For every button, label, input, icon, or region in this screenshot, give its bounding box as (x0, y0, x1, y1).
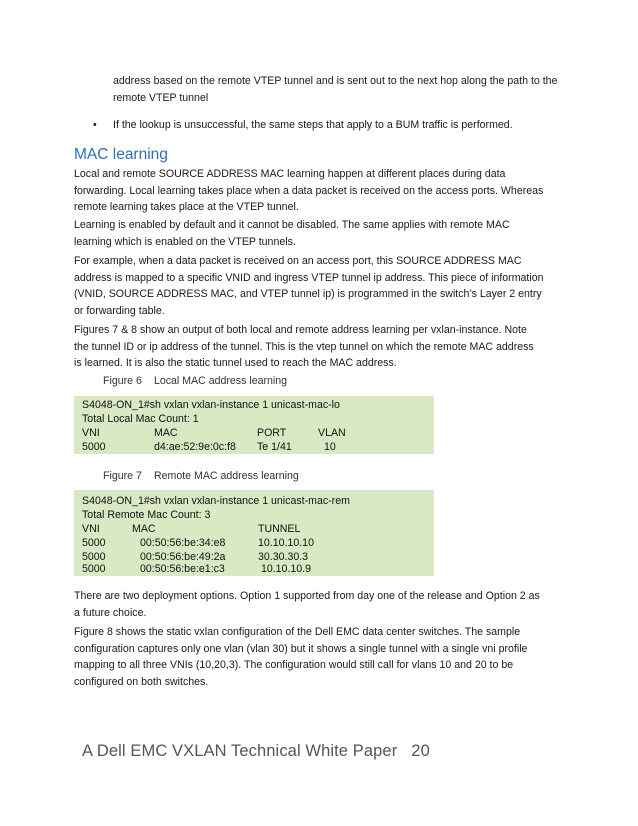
tunnel-cell: 10.10.10.9 (258, 563, 312, 575)
figure6-caption-text: Local MAC address learning (153, 375, 288, 387)
paragraph-figure8: Figure 8 shows the static vxlan configuration of the Dell EMC data center switches. The sample configuration captures only one vlan (vlan 30) but it shows a single tunnel with a single vni profile mapping to all three VNIs (10,20,3). The configuration would still call for vlans 10 and 20 to be configured on both switches. (74, 626, 528, 688)
figure7-col-tunnel: TUNNEL (258, 523, 301, 535)
vni-cell: 5000 (82, 563, 106, 575)
figure6-col-vlan: VLAN (318, 427, 346, 439)
bullet-text: If the lookup is unsuccessful, the same steps that apply to a BUM traffic is performed. (113, 119, 513, 131)
vlan-cell: 10 (324, 441, 336, 453)
figure7-col-vni: VNI (82, 523, 100, 535)
page-footer (82, 742, 430, 761)
mac-cell: 00:50:56:be:e1:c3 (140, 563, 225, 575)
section-title: MAC learning (74, 146, 168, 163)
port-cell: Te 1/41 (257, 441, 292, 453)
figure7-count: Total Remote Mac Count: 3 (82, 509, 211, 521)
vni-cell: 5000 (82, 537, 106, 549)
table-row (82, 440, 422, 454)
continued-paragraph: address based on the remote VTEP tunnel and is sent out to the next hop along the path to the remote VTEP tunnel (113, 75, 558, 104)
figure6-caption (103, 374, 287, 388)
paragraph-example: For example, when a data packet is received on an access port, this SOURCE ADDRESS MAC address is mapped to a specific VNID and ingress VTEP tunnel ip address. This piece of information (VNID, SOURCE ADDRESS MAC, and VTEP tunnel ip) is programmed in the switch’s Layer 2 entry or forwarding table. (74, 255, 544, 317)
figure6-cli-output (74, 396, 434, 454)
figure7-label: Figure 7 (103, 470, 142, 482)
table-row (82, 562, 422, 576)
figure7-col-mac: MAC (132, 523, 156, 535)
mac-cell: d4:ae:52:9e:0c:f8 (154, 441, 236, 453)
table-row (82, 536, 422, 550)
tunnel-cell: 30.30.30.3 (258, 551, 309, 563)
paragraph-figures: Figures 7 & 8 show an output of both local and remote address learning per vxlan-instance. Note the tunnel ID or ip address of the tunnel. This is the vtep tunnel on which the remote MAC address is learned. It is also the static tunnel used to reach the MAC address. (74, 324, 534, 369)
bullet-symbol: • (93, 119, 97, 131)
vni-cell: 5000 (82, 441, 106, 453)
figure6-header-row (82, 426, 422, 440)
paragraph-local-remote: Local and remote SOURCE ADDRESS MAC learning happen at different places during data forwarding. Local learning takes place when a data packet is received on the access ports. Whereas remote learning takes place at the VTEP tunnel. (74, 168, 544, 213)
figure7-header-row (82, 522, 422, 536)
figure6-col-port: PORT (257, 427, 287, 439)
vni-cell: 5000 (82, 551, 106, 563)
footer-title: A Dell EMC VXLAN Technical White Paper (82, 742, 398, 760)
figure7-caption (103, 469, 299, 483)
figure6-command: S4048-ON_1#sh vxlan vxlan-instance 1 unicast-mac-lo (82, 399, 340, 411)
figure6-col-mac: MAC (154, 427, 178, 439)
figure7-command: S4048-ON_1#sh vxlan vxlan-instance 1 unicast-mac-rem (82, 495, 350, 507)
figure6-label: Figure 6 (103, 375, 142, 387)
page-number: 20 (411, 742, 430, 760)
mac-cell: 00:50:56:be:49:2a (140, 551, 226, 563)
figure6-col-vni: VNI (82, 427, 100, 439)
figure6-count: Total Local Mac Count: 1 (82, 413, 199, 425)
tunnel-cell: 10.10.10.10 (258, 537, 314, 549)
mac-cell: 00:50:56:be:34:e8 (140, 537, 226, 549)
figure7-caption-text: Remote MAC address learning (153, 470, 299, 482)
paragraph-deployment-options: There are two deployment options. Option 1 supported from day one of the release and Option 2 as a future choice. (74, 590, 540, 619)
paragraph-learning-enabled: Learning is enabled by default and it cannot be disabled. The same applies with remote MAC learning which is enabled on the VTEP tunnels. (74, 219, 510, 248)
figure7-cli-output (74, 490, 434, 576)
